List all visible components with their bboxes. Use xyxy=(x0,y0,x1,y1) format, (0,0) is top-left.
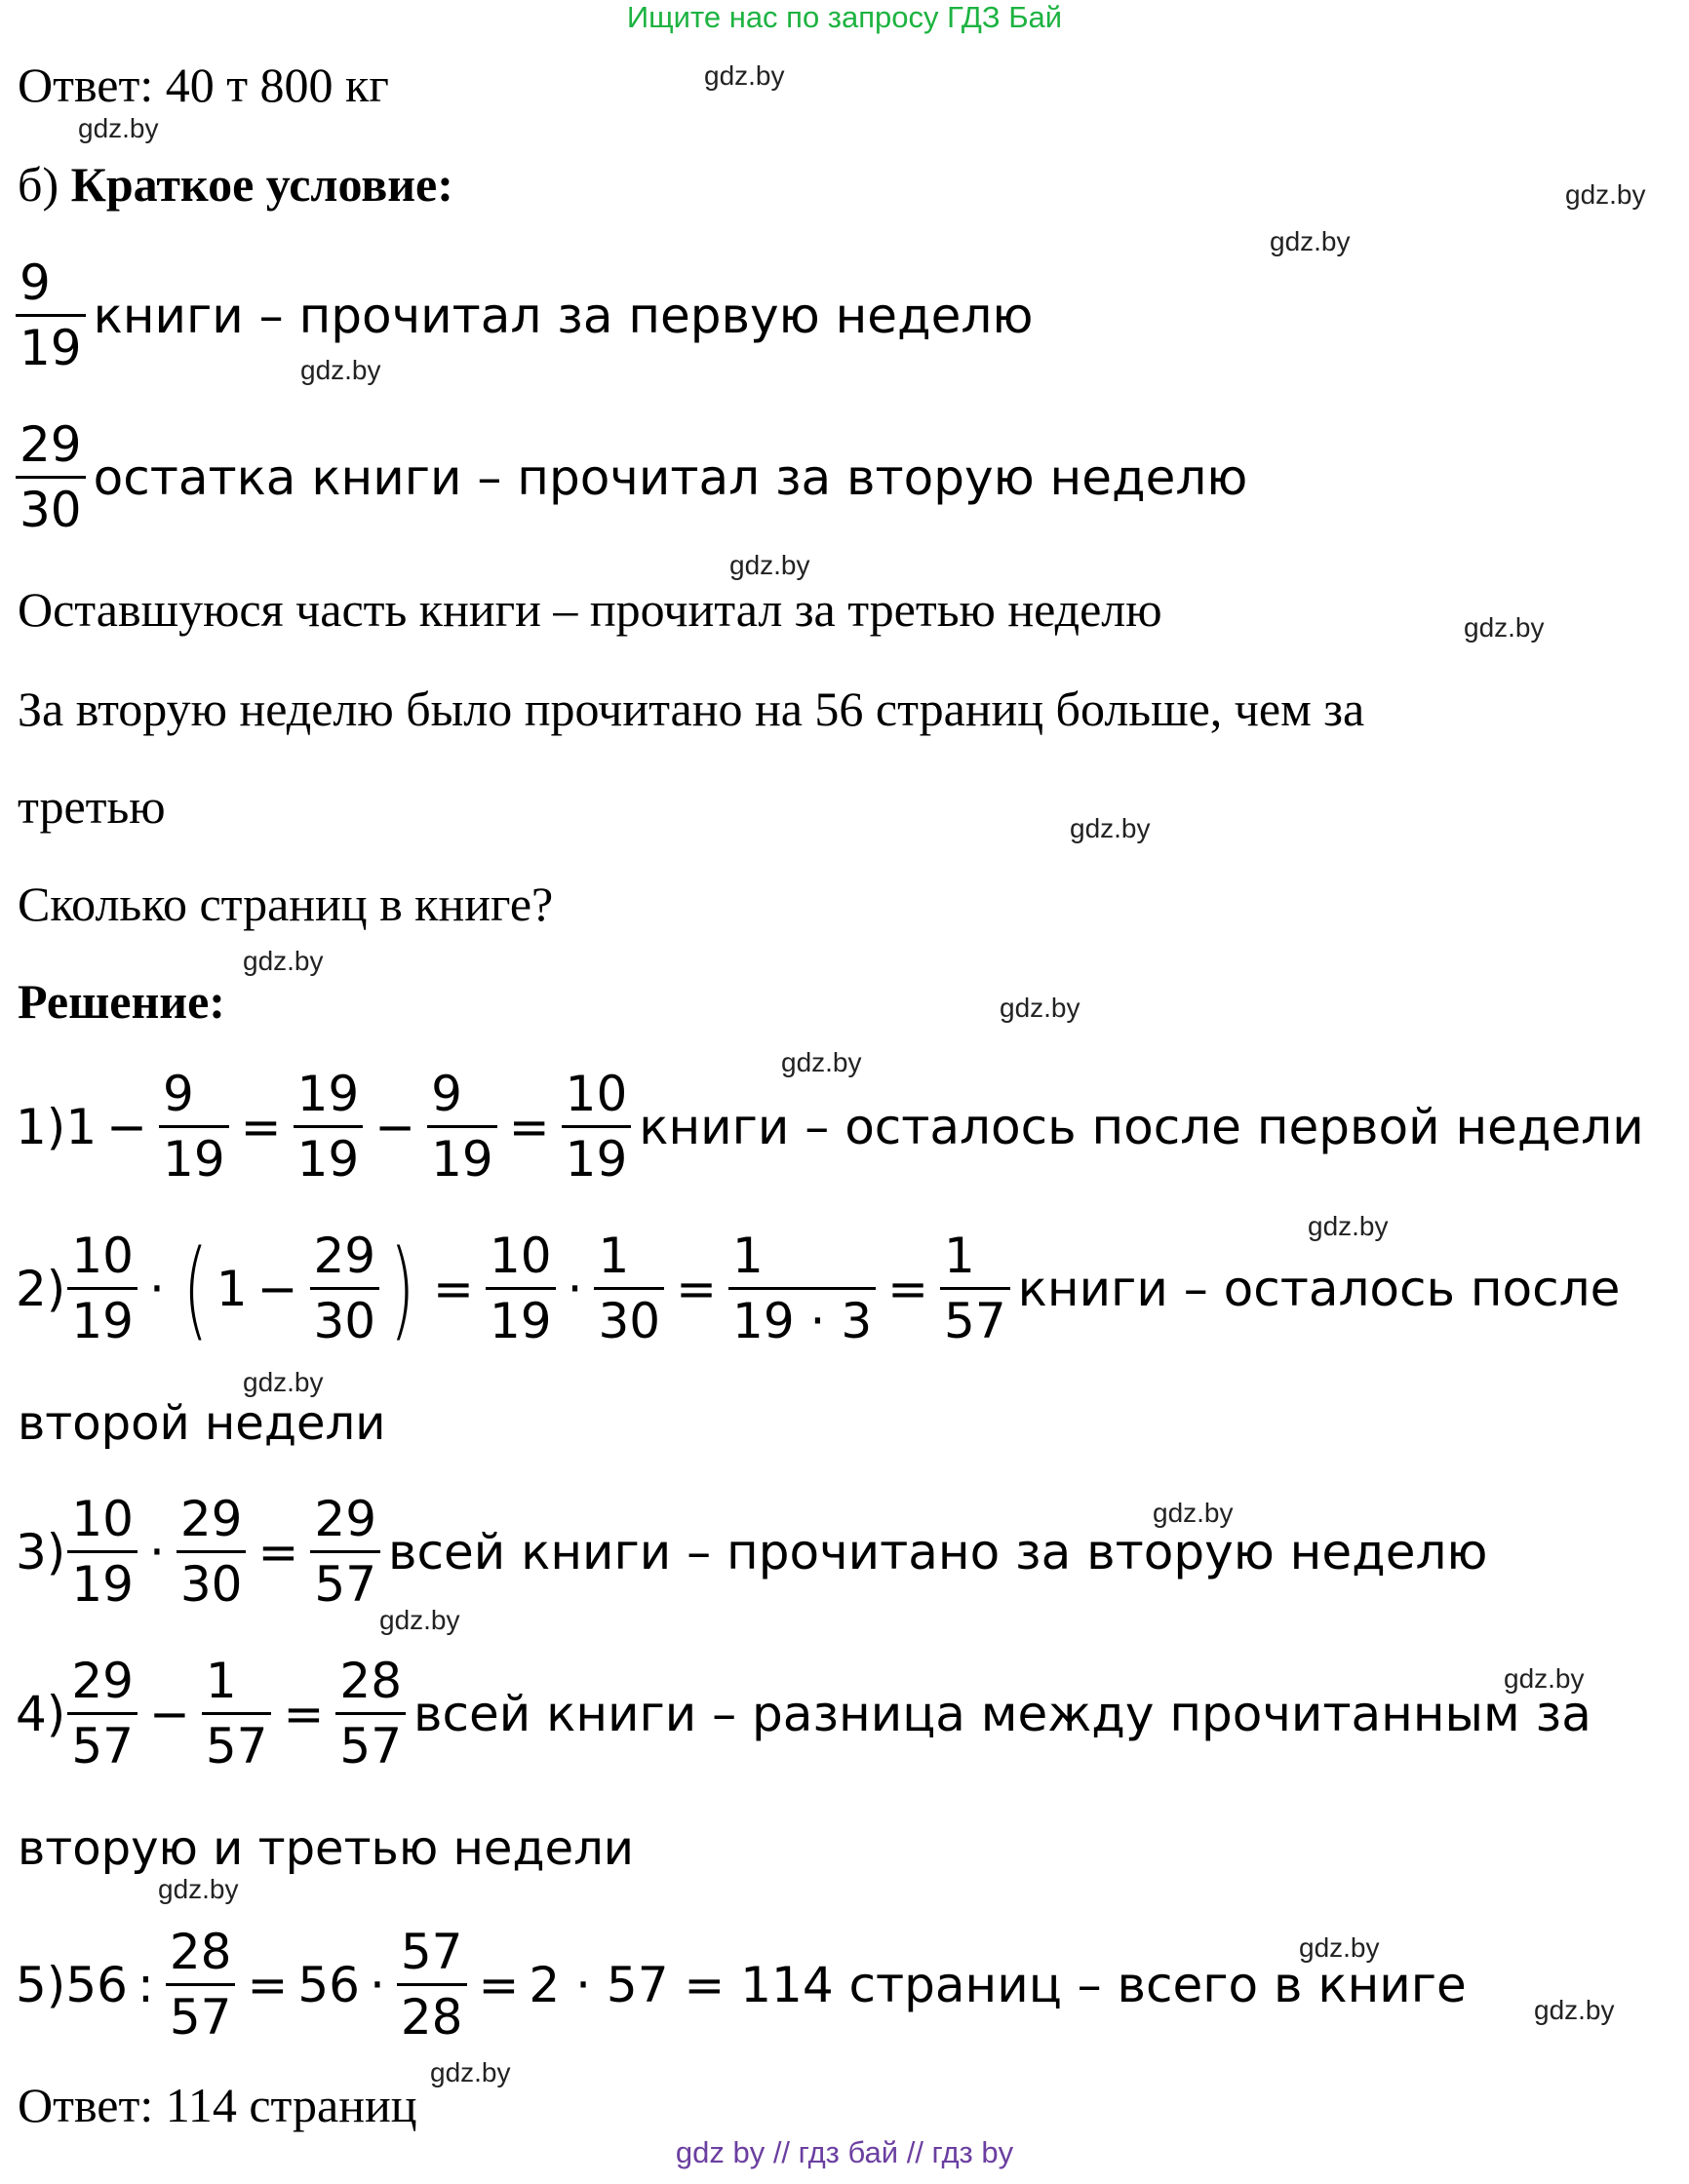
watermark: gdz.by xyxy=(704,60,785,91)
step-1: 1) 1 − $\frac{9}{19}$ = $\frac{19}{19}$ − $\frac{9}{19}$ = $\frac{10}{19}$ книги – осталось после первой недели xyxy=(16,1063,1644,1190)
watermark: gdz.by xyxy=(430,2057,511,2087)
step-text: всей книги – разница между прочитанным за xyxy=(413,1685,1591,1742)
fraction: $\frac{29}{57}$ xyxy=(310,1488,380,1616)
fraction: $\frac{19}{19}$ xyxy=(294,1063,364,1190)
step-2: 2) $\frac{10}{19}$ · ( 1 − $\frac{29}{30}$ ) = $\frac{10}{19}$ · $\frac{1}{30}$ = $\frac{1}{19 \cdot 3}$ = $\frac{1}{57}$ книги – осталось после xyxy=(16,1226,1621,1351)
fraction: $\frac{10}{19}$ xyxy=(486,1225,556,1352)
fraction: $\frac{9}{19}$ xyxy=(159,1063,229,1190)
fraction: $\frac{9}{19}$ xyxy=(16,252,86,379)
top-banner[interactable]: Ищите нас по запросу ГДЗ Бай xyxy=(626,0,1063,34)
watermark: gdz.by xyxy=(1153,1498,1234,1528)
watermark: gdz.by xyxy=(158,1874,239,1904)
short-condition-heading: Краткое условие: xyxy=(70,157,453,212)
step-3: 3) $\frac{10}{19}$ · $\frac{29}{30}$ = $\frac{29}{57}$ всей книги – прочитано за вторую неделю xyxy=(16,1488,1488,1616)
solution-heading: Решение: xyxy=(18,974,225,1029)
part-b-label: б) xyxy=(18,157,59,212)
fraction: $\frac{28}{57}$ xyxy=(335,1650,406,1777)
condition-text: остатка книги – прочитал за вторую неделю xyxy=(93,448,1248,506)
watermark: gdz.by xyxy=(1308,1211,1389,1241)
fraction: $\frac{57}{28}$ xyxy=(397,1921,467,2048)
fraction: $\frac{1}{57}$ xyxy=(940,1225,1010,1352)
watermark: gdz.by xyxy=(1534,1995,1615,2025)
condition-line-3: Оставшуюся часть книги – прочитал за третью неделю xyxy=(18,582,1162,637)
step-4: 4) $\frac{29}{57}$ − $\frac{1}{57}$ = $\frac{28}{57}$ всей книги – разница между прочитанным за xyxy=(16,1650,1591,1777)
condition-text: книги – прочитал за первую неделю xyxy=(93,287,1034,344)
watermark: gdz.by xyxy=(781,1047,862,1077)
watermark: gdz.by xyxy=(379,1605,460,1635)
watermark: gdz.by xyxy=(1070,813,1151,843)
fraction: $\frac{10}{19}$ xyxy=(67,1488,137,1616)
question: Сколько страниц в книге? xyxy=(18,877,554,931)
fraction: $\frac{10}{19}$ xyxy=(562,1063,632,1190)
watermark: gdz.by xyxy=(243,946,324,976)
watermark: gdz.by xyxy=(243,1367,324,1397)
watermark: gdz.by xyxy=(1464,612,1545,643)
watermark: gdz.by xyxy=(1299,1932,1380,1963)
condition-line-4: За вторую неделю было прочитано на 56 страниц больше, чем за xyxy=(18,682,1365,736)
fraction: $\frac{29}{30}$ xyxy=(310,1225,380,1352)
watermark: gdz.by xyxy=(300,355,381,385)
step-text: книги – осталось после первой недели xyxy=(639,1098,1644,1155)
watermark: gdz.by xyxy=(1504,1663,1585,1694)
part-b-heading xyxy=(18,156,453,213)
fraction: $\frac{10}{19}$ xyxy=(67,1225,137,1352)
fraction: $\frac{9}{19}$ xyxy=(427,1063,497,1190)
bottom-banner[interactable]: gdz by // гдз бай // гдз by xyxy=(675,2135,1014,2169)
watermark: gdz.by xyxy=(1565,179,1646,210)
watermark: gdz.by xyxy=(1000,993,1080,1023)
fraction: $\frac{28}{57}$ xyxy=(166,1921,236,2048)
step-5: 5) 56 : $\frac{28}{57}$ = 56 · $\frac{57}{28}$ = 2 · 57 = 114 страниц – всего в книге xyxy=(16,1921,1467,2048)
fraction: $\frac{1}{30}$ xyxy=(594,1225,664,1352)
step-text: всей книги – прочитано за вторую неделю xyxy=(388,1523,1488,1580)
fraction: $\frac{29}{30}$ xyxy=(16,413,86,541)
watermark: gdz.by xyxy=(1270,226,1351,256)
step-2-continuation: второй недели xyxy=(18,1396,386,1451)
condition-line-1 xyxy=(14,252,1033,379)
watermark: gdz.by xyxy=(78,113,159,143)
watermark: gdz.by xyxy=(729,550,810,580)
condition-line-4b: третью xyxy=(18,779,166,834)
fraction: $\frac{29}{30}$ xyxy=(177,1488,247,1616)
answer-b: Ответ: 114 страниц xyxy=(18,2078,417,2132)
step-text: книги – осталось после xyxy=(1017,1260,1621,1317)
fraction: $\frac{1}{19 \cdot 3}$ xyxy=(728,1225,876,1352)
condition-line-2 xyxy=(14,413,1247,541)
fraction: $\frac{29}{57}$ xyxy=(67,1650,137,1777)
step-text: 2 · 57 = 114 страниц – всего в книге xyxy=(529,1956,1467,2013)
answer-a: Ответ: 40 т 800 кг xyxy=(18,58,389,112)
step-4-continuation: вторую и третью недели xyxy=(18,1821,634,1876)
fraction: $\frac{1}{57}$ xyxy=(202,1650,272,1777)
